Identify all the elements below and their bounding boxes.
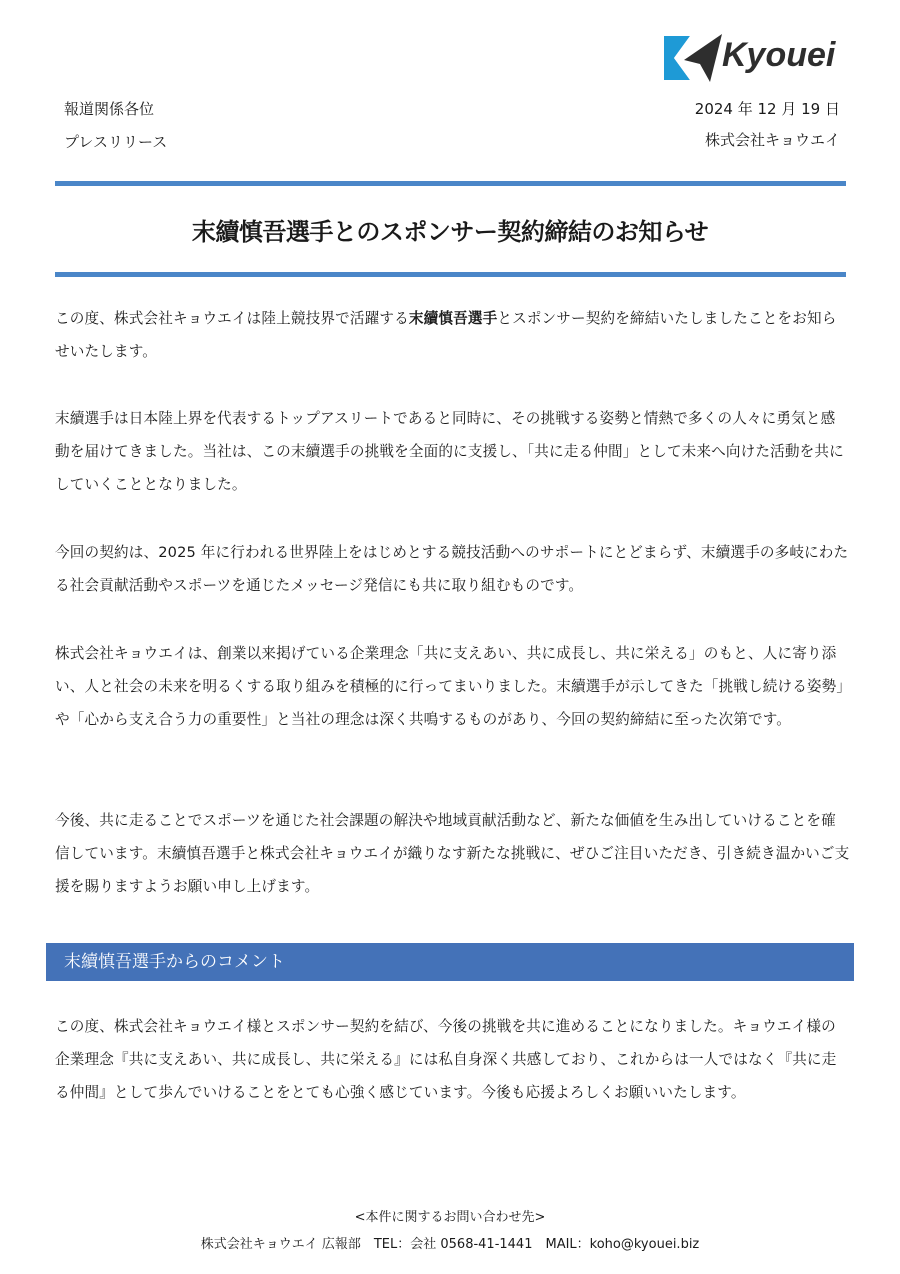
contact-heading: <本件に関するお問い合わせ先> — [354, 1210, 546, 1225]
top-divider — [55, 181, 846, 186]
paragraph-intro — [55, 302, 850, 368]
document-type: プレスリリース — [64, 133, 168, 151]
comment-section-header — [46, 943, 854, 981]
title-divider — [55, 272, 846, 277]
paragraph-athlete: 末續選手は日本陸上界を代表するトップアスリートであると同時に、その挑戦する姿勢と情熱で多くの人々に勇気と感動を届けてきました。当社は、この末續選手の挑戦を全面的に支援し、「共に走る仲間」として未来へ向けた活動を共にしていくこととなりました。 — [55, 410, 844, 493]
company-name: 株式会社キョウエイ — [704, 131, 840, 149]
athlete-comment: この度、株式会社キョウエイ様とスポンサー契約を結び、今後の挑戦を共に進めることになりました。キョウエイ様の企業理念『共に支えあい、共に成長し、共に栄える』には私自身深く共感しており、これからは一人ではなく『共に走る仲間』として歩んでいけることをとても心強く感じています。今後も応援よろしくお願いいたします。 — [55, 1018, 837, 1101]
paragraph-contract: 今回の契約は、2025 年に行われる世界陸上をはじめとする競技活動へのサポートにとどまらず、末續選手の多岐にわたる社会貢献活動やスポーツを通じたメッセージ発信にも共に取り組むものです。 — [55, 544, 849, 594]
contact-details: 株式会社キョウエイ 広報部 TEL：会社 0568-41-1441 MAIL：koho@kyouei.biz — [200, 1237, 700, 1252]
kyouei-logo-icon — [660, 30, 730, 86]
comment-heading: 末續慎吾選手からのコメント — [64, 952, 285, 972]
paragraph-future: 今後、共に走ることでスポーツを通じた社会課題の解決や地域貢献活動など、新たな価値を生み出していけることを確信しています。末續慎吾選手と株式会社キョウエイが織りなす新たな挑戦に、ぜひご注目いただき、引き続き温かいご支援を賜りますようお願い申し上げます。 — [55, 812, 850, 895]
addressee: 報道関係各位 — [64, 100, 155, 118]
athlete-name-bold: 末續慎吾選手 — [408, 310, 498, 327]
paragraph-philosophy: 株式会社キョウエイは、創業以来掲げている企業理念「共に支えあい、共に成長し、共に栄える」のもと、人に寄り添い、人と社会の未来を明るくする取り組みを積極的に行ってまいりました。末續選手が示してきた「挑戦し続ける姿勢」や「心から支え合う力の重要性」と当社の理念は深く共鳴するものがあり、今回の契約締結に至った次第です。 — [55, 645, 844, 728]
intro-text-after: とスポンサー契約を締結いたしましたことをお知らせいたします。 — [55, 310, 837, 360]
intro-text-before: この度、株式会社キョウエイは陸上競技界で活躍する — [55, 310, 409, 327]
release-date: 2024 年 12 月 19 日 — [694, 100, 840, 118]
kyouei-logo — [660, 30, 860, 86]
logo-wordmark: Kyouei — [722, 36, 836, 74]
page-title: 末續慎吾選手とのスポンサー契約締結のお知らせ — [191, 218, 709, 246]
